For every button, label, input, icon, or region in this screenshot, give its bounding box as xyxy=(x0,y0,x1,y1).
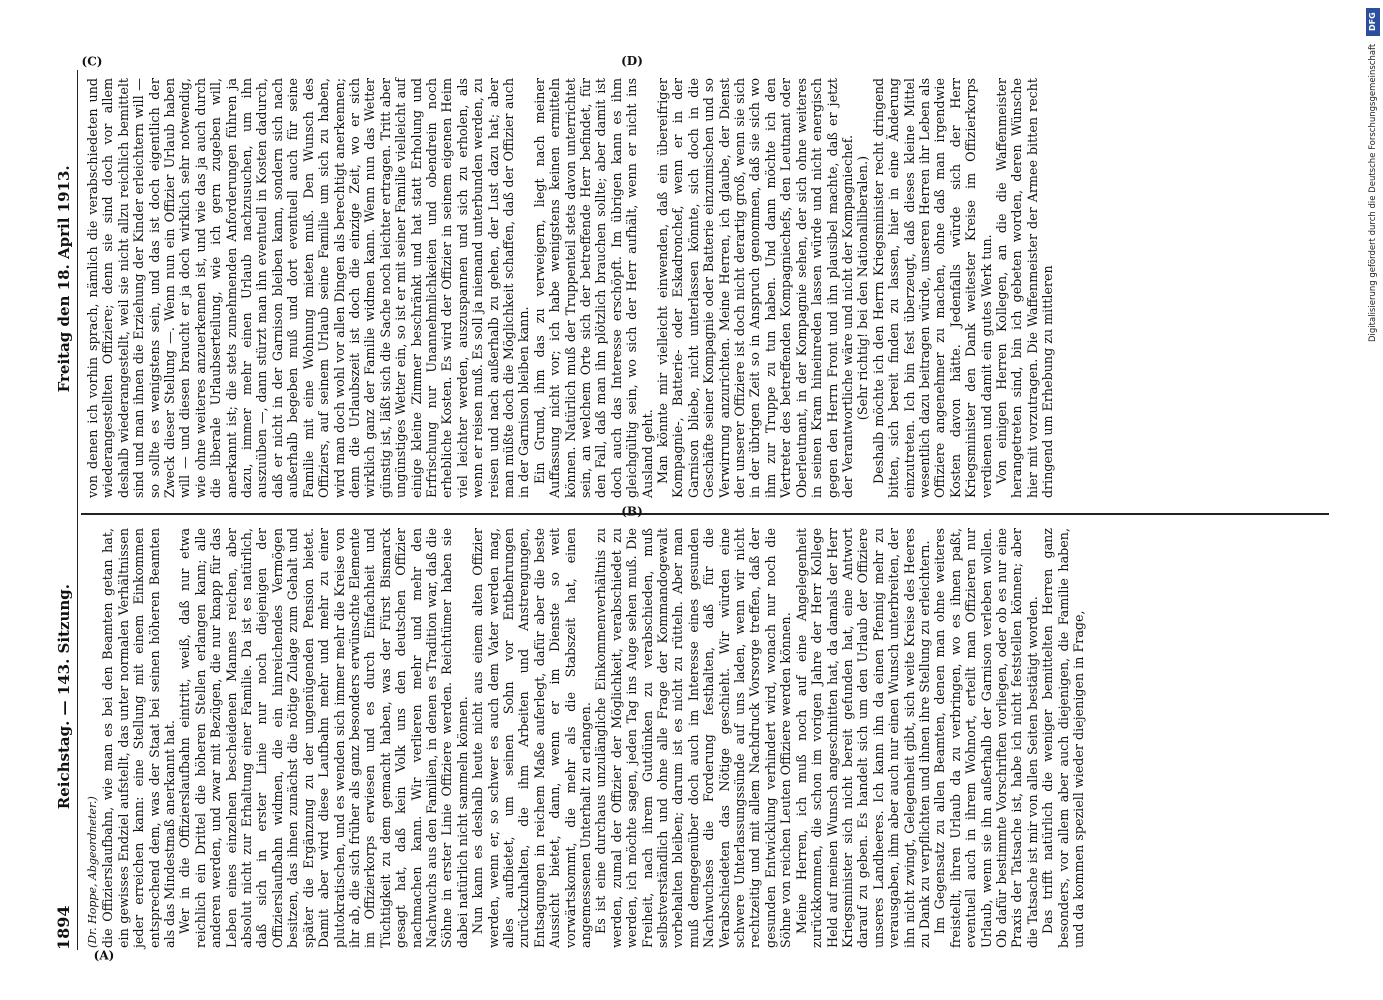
paragraph: von denen ich vorhin sprach, nämlich die verabschiedeten und wiederangestellten Offiziere; denn sie sind doch vor allem deshalb wiederangestellt, weil sie nicht allzu reichlich bemittelt sind und man ihnen die Erziehung der Kinder erleichtern will — so sollte es wenigstens sein, und das ist doch eigentlich der Zweck dieser Stellung —. Wenn nun ein Offizier Urlaub haben will — und diesen braucht er ja doch wirklich sehr notwendig, wie ohne weiteres anzuerkennen ist, und wie das ja auch durch die liberale Urlaubserteilung, wie ich gern zugeben will, anerkannt ist; die stets zunehmenden Anforderungen führen ja dazu, immer mehr einen Urlaub nachzusuchen, um ihn auszuüben —, dann stürzt man ihn eventuell in Kosten dadurch, daß er nicht in der Garnison bleiben kann, sondern sich nach außerhalb begeben muß und dort eventuell auch für seine Familie mit eine Wohnung mieten muß. Den Wunsch des Offiziers, auf seinem Urlaub seine Familie um sich zu haben, wird man doch wohl vor allen Dingen als berechtigt anerkennen; denn die Urlaubszeit ist doch die einzige Zeit, wo er sich wirklich ganz der Familie widmen kann. Wenn nun das Wetter günstig ist, läßt sich die Sache noch leichter ertragen. Tritt aber ungünstiges Wetter ein, so ist er mit seiner Familie vielleicht auf einige kleine Zimmer beschränkt und hat statt Erholung und Erfrischung nur Unannehmlichkeiten und obendrein noch erhebliche Kosten. Es wird der Offizier in seinem eigenen Heim viel leichter werden, auszuspannen und sich zu erholen, als wenn er reisen muß. Es soll ja niemand unterbunden werden, zu reisen und nach außerhalb zu gehen, der Lust dazu hat; aber man müßte doch die Möglichkeit schaffen, daß der Offizier auch in der Garnison bleiben kann. xyxy=(85,78,532,498)
digitization-note: Digitalisierung gefördert durch die Deutsche Forschungsgemeinschaft xyxy=(1368,43,1378,342)
margin-marker-b: (B) xyxy=(621,504,643,519)
page-number: 1894 xyxy=(54,905,73,950)
paragraph: Ein Grund, ihm das zu verweigern, liegt nach meiner Auffassung nicht vor; ich habe wenigstens keinen ermitteln können. Natürlich muß der Truppenteil stets davon unterrichtet sein, an welchem Orte sich der betreffende Herr befindet, für den Fall, daß man ihn plötzlich brauchen sollte; aber damit ist doch auch das Interesse erschöpft. Im übrigen kann es ihm gleichgültig sein, wo sich der Herr aufhält, wenn er nicht ins Ausland geht. xyxy=(531,78,655,498)
speaker-note: (Dr. Hoppe, Abgeordneter.) xyxy=(86,796,99,948)
paragraph: Im Gegensatz zu allen Beamten, denen man ohne weiteres freistellt, ihren Urlaub da zu verbringen, wo es ihnen paßt, eventuell auch in ihrem Wohnort, erteilt man Offizieren nur Urlaub, wenn sie ihn außerhalb der Garnison verleben wollen. Ob dafür bestimmte Vorschriften vorliegen, oder ob es nur eine Praxis der Tatsache ist, habe ich nicht feststellen können; aber die Tatsache ist mir von allen Seiten bestätigt worden. xyxy=(932,528,1040,948)
paragraph: Meine Herren, ich muß noch auf eine Angelegenheit zurückkommen, die schon im vorigen Jahre der Herr Kollege Held auf meinen Wunsch angeschnitten hat, da damals der Herr Kriegsminister sich nicht bereit gefunden hat, eine Antwort darauf zu geben. Es handelt sich um den Urlaub der Offiziere unseres Landheeres. Ich kann ihn da einen Pfennig mehr zu verausgaben, ihm aber auch nur einen Wunsch unterbreiten, der ihn nicht zwingt, Gelegenheit gibt, sich weite Kreise des Heeres zu Dank zu verpflichten und ihnen ihre Stellung zu erleichtern. xyxy=(793,528,932,948)
paragraph: Es ist eine durchaus unzulängliche Einkommenverhältnis zu werden, zumal der Offizier der Möglichkeit, verabschiedet zu werden, ich möchte sagen, jeden Tag ins Auge sehen muß. Die Freiheit, nach ihrem Gutdünken zu verabschieden, muß selbstverständlich und ohne alle Frage der Kommandogewalt vorbehalten bleiben; darum ist es nicht zu rütteln. Aber man muß demgegenüber doch auch im Interesse eines gesunden Nachwuchses die Forderung festhalten, daß für die Verabschiedeten das Nötige geschieht. Wir würden eine schwere Unterlassungssünde auf uns laden, wenn wir nicht rechtzeitig und mit allem Nachdruck Vorsorge treffen, daß der gesunden Entwicklung verhindert wird, wonach nur noch die Söhne von reichen Leuten Offiziere werden können. xyxy=(593,528,794,948)
paragraph: Deshalb möchte ich den Herrn Kriegsminister recht dringend bitten, sich bereit finden zu lassen, hier in eine Änderung einzutreten. Ich bin fest überzeugt, daß dieses kleine Mittel wesentlich dazu beitragen würde, unseren Herren ihr Leben als Offiziere angenehmer zu machen, ohne daß man irgendwie Kosten davon hätte. Jedenfalls würde sich der Herr Kriegsminister den Dank weitester Kreise im Offizierkorps verdienen und damit ein gutes Werk tun. xyxy=(870,78,994,498)
paragraph: die Offizierslaufbahn, wie man es bei den Beamten getan hat, ein gewisses Endziel aufstellt, das unter normalen Verhältnissen jeder erreichen kann: eine Stellung mit einem Einkommen entsprechend dem, was der Staat bei seinen höheren Beamten als das Mindestmaß anerkannt hat. xyxy=(100,528,178,948)
dfg-logo: DFG xyxy=(1366,8,1380,36)
paragraph: Wer in die Offizierslaufbahn eintritt, weiß, daß nur etwa reichlich ein Drittel die höheren Stellen erlangen kann; alle anderen werden, und zwar mit Bezügen, die nur knapp für das Leben eines einzelnen bescheidenen Mannes reichen, aber absolut nicht zur Erhaltung einer Familie. Da ist es natürlich, daß sich in erster Linie nur noch diejenigen der Offizierslaufbahn widmen, die ein hinreichendes Vermögen besitzen, das ihnen zunächst die nötige Zulage zum Gehalt und später die Ergänzung zu der ungenügenden Pension bietet. Damit aber wird diese Laufbahn mehr und mehr zu einer plutokratischen, und es wenden sich immer mehr die Kreise von ihr ab, die sich früher als ganz besonders erwünschte Elemente im Offizierkorps erwiesen und es durch Einfachheit und Tüchtigkeit zu dem gemacht haben, was der Fürst Bismarck gesagt hat, daß kein Volk uns den deutschen Offizier nachmachen kann. Wir verlieren mehr und mehr den Nachwuchs aus den Familien, in denen es Tradition war, daß die Söhne in erster Linie Offiziere werden. Reichtümer haben sie dabei natürlich nicht sammeln können. xyxy=(177,528,470,948)
page-header xyxy=(45,70,73,950)
left-column xyxy=(85,528,1086,948)
column-divider xyxy=(81,513,1329,515)
paragraph: Von einigen Herren Kollegen, an die die Waffenmeister herangetreten sind, bin ich gebeten worden, deren Wünsche hier mit vorzutragen. Die Waffenmeister der Armee bitten recht dringend um Erhebung zu mittleren xyxy=(993,78,1056,498)
paragraph: Man könnte mir vielleicht einwenden, daß ein übereifriger Kompagnie-, Batterie- oder Eskadronchef, wenn er in der Garnison bliebe, nicht unterlassen könnte, sich doch in die Geschäfte seiner Kompagnie oder Batterie einzumischen und so Verwirrung anzurichten. Meine Herren, ich glaube, der Dienst der unserer Offiziere ist doch nicht derartig groß, wenn sie sich in der übrigen Zeit so in Anspruch genommen, daß sie sich wo ihm zur Truppe zu tun haben. Und dann möchte ich den Vertreter des betreffenden Kompagniechefs, den Leutnant oder Oberleutnant, in der Kompagnie sehen, der sich ohne weiteres in seinen Kram hineinreden lassen würde und nicht energisch gegen den Herrn Front und ihn plausibel machte, daß er jetzt der Verantwortliche wäre und nicht der Kompagniechef. xyxy=(655,78,855,498)
right-column xyxy=(85,78,1056,498)
running-title-left: Reichstag. — 143. Sitzung. xyxy=(55,583,73,810)
interjection: (Sehr richtig! bei den Nationalliberalen.) xyxy=(855,155,871,421)
margin-marker-c: (C) xyxy=(81,54,103,69)
paragraph: Nun kann es deshalb heute nicht aus einem alten Offizier werden, wenn er, so schwer es auch dem Vater werden mag, alles aufbietet, um seinen Sohn vor Entbehrungen zurückzuhalten, die ihm Arbeiten und Anstrengungen, Entsagungen in reichem Maße auferlegt, dafür aber die beste Aussicht bietet, dann, wenn er im Dienste so weit vorwärtskommt, die mehr als die Stabszeit hat, einen angemessenen Unterhalt zu erlangen. xyxy=(470,528,593,948)
document-page xyxy=(45,54,1335,963)
margin-marker-d: (D) xyxy=(621,54,643,69)
paragraph: Das trifft natürlich die weniger bemittelten Herren ganz besonders, vor allem aber auch diejenigen, die Familie haben, und da kommen speziell wieder diejenigen in Frage, xyxy=(1040,528,1086,948)
header-rule xyxy=(77,70,78,950)
digitization-strip xyxy=(1365,8,1381,998)
running-title-right: Freitag den 18. April 1913. xyxy=(55,165,73,393)
margin-marker-a: (A) xyxy=(93,948,115,963)
